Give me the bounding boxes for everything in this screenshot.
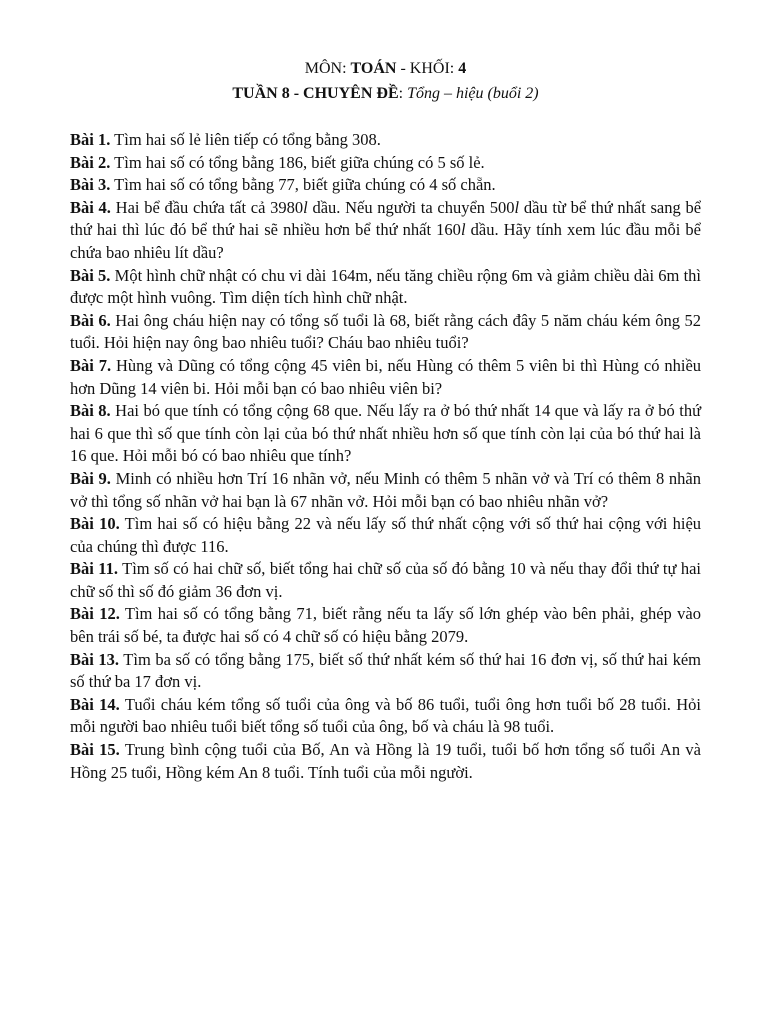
exercise-text: Tìm hai số có hiệu bằng 22 và nếu lấy số thứ nhất cộng với số thứ hai cộng với hiệu của chúng thì được 116. xyxy=(70,514,706,556)
exercise-label: Bài 9. xyxy=(70,468,111,488)
exercise-item xyxy=(70,468,706,513)
exercise-text: Tìm hai số có tổng bằng 186, biết giữa chúng có 5 số lẻ. xyxy=(114,152,485,172)
unit-symbol: l xyxy=(460,220,466,240)
exercise-label: Bài 1. xyxy=(70,130,111,149)
exercise-item xyxy=(70,310,706,355)
unit-symbol: l xyxy=(303,197,308,217)
exercise-label: Bài 15. xyxy=(70,740,120,760)
exercise-text: dầu từ bể thứ nhất sang bể thứ hai thì lúc đó bể thứ hai sẽ nhiều hơn bể thứ nhất 160 xyxy=(70,197,706,240)
subject-label: MÔN: xyxy=(304,60,351,77)
topic-separator: : xyxy=(398,85,408,102)
exercise-label: Bài 6. xyxy=(70,310,111,330)
subject-header xyxy=(70,58,701,80)
exercise-item xyxy=(70,400,706,468)
topic-label: - CHUYÊN ĐỀ xyxy=(289,85,399,102)
exercise-item xyxy=(70,355,706,400)
exercise-item xyxy=(70,694,706,739)
exercise-label: Bài 11. xyxy=(70,559,118,579)
exercise-item xyxy=(70,152,701,175)
exercise-text: dầu. Hãy tính xem lúc đầu mỗi bể chứa bao nhiêu lít dầu? xyxy=(70,220,706,262)
exercise-text: dầu. Nếu người ta chuyển 500 xyxy=(307,197,515,217)
exercise-label: Bài 5. xyxy=(70,265,111,285)
exercise-text: Hai bó que tính có tổng cộng 68 que. Nếu lấy ra ở bó thứ nhất 14 que và lấy ra ở bó thứ hai 6 que thì số que tính còn lại của bó thứ nhất nhiều hơn số que tính còn lại của bó thứ hai là 16 que. Hỏi mỗi bó có bao nhiêu que tính? xyxy=(70,401,706,466)
topic-header xyxy=(70,83,701,105)
grade-value: 4 xyxy=(458,60,467,77)
exercise-text: Tuổi cháu kém tổng số tuổi của ông và bố 86 tuổi, tuổi ông hơn tuổi bố 28 tuổi. Hỏi mỗi người bao nhiêu tuổi biết tổng số tuổi của ông, bố và cháu là 98 tuổi. xyxy=(70,694,706,737)
exercise-label: Bài 3. xyxy=(70,175,111,195)
exercise-label: Bài 4. xyxy=(70,197,111,217)
unit-symbol: l xyxy=(514,197,520,217)
exercise-list xyxy=(70,129,706,784)
exercise-item xyxy=(70,739,706,784)
exercise-item xyxy=(70,513,706,558)
exercise-item xyxy=(70,649,706,694)
exercise-text: Tìm hai số có tổng bằng 77, biết giữa chúng có 4 số chẵn. xyxy=(114,175,496,195)
exercise-text: Tìm ba số có tổng bằng 175, biết số thứ nhất kém số thứ hai 16 đơn vị, số thứ hai kém số thứ ba 17 đơn vị. xyxy=(70,649,706,692)
exercise-item xyxy=(70,265,706,310)
exercise-item xyxy=(70,129,701,152)
exercise-label: Bài 10. xyxy=(70,514,120,534)
exercise-label: Bài 2. xyxy=(70,152,111,172)
exercise-label: Bài 8. xyxy=(70,401,111,421)
exercise-text: Tìm hai số lẻ liên tiếp có tổng bằng 308. xyxy=(114,130,381,149)
exercise-text: Minh có nhiều hơn Trí 16 nhãn vở, nếu Minh có thêm 5 nhãn vở và Trí có thêm 8 nhãn vở thì tổng số nhãn vở hai bạn là 67 nhãn vở. Hỏi mỗi bạn có bao nhiêu nhãn vở? xyxy=(70,468,706,511)
exercise-text: Hai ông cháu hiện nay có tổng số tuổi là 68, biết rằng cách đây 5 năm cháu kém ông 52 tuổi. Hỏi hiện nay ông bao nhiêu tuổi? Cháu bao nhiêu tuổi? xyxy=(70,310,706,353)
exercise-label: Bài 13. xyxy=(70,649,120,669)
exercise-text: Trung bình cộng tuổi của Bố, An và Hồng là 19 tuổi, tuổi bố hơn tổng số tuổi An và Hồng 25 tuổi, Hồng kém An 8 tuổi. Tính tuổi của mỗi người. xyxy=(70,740,706,782)
exercise-text: Hai bể đầu chứa tất cả 3980 xyxy=(115,197,304,217)
document-page xyxy=(70,58,706,784)
exercise-item xyxy=(70,174,701,197)
exercise-text: Một hình chữ nhật có chu vi dài 164m, nếu tăng chiều rộng 6m và giảm chiều dài 6m thì được một hình vuông. Tìm diện tích hình chữ nhật. xyxy=(70,265,706,308)
exercise-text: Tìm hai số có tổng bằng 71, biết rằng nếu ta lấy số lớn ghép vào bên phải, ghép vào bên trái số bé, ta được hai số có 4 chữ số có hiệu bằng 2079. xyxy=(70,604,706,647)
exercise-label: Bài 7. xyxy=(70,355,112,375)
grade-label: - KHỐI: xyxy=(396,60,459,77)
subject-name: TOÁN xyxy=(350,60,397,77)
week-label: TUẦN 8 xyxy=(232,85,290,102)
exercise-label: Bài 12. xyxy=(70,604,120,624)
exercise-item xyxy=(70,603,706,648)
exercise-label: Bài 14. xyxy=(70,694,120,714)
exercise-text: Hùng và Dũng có tổng cộng 45 viên bi, nếu Hùng có thêm 5 viên bi thì Hùng có nhiều hơn Dũng 14 viên bi. Hỏi mỗi bạn có bao nhiêu viên bi? xyxy=(70,355,706,398)
exercise-item xyxy=(70,558,706,603)
exercise-text: Tìm số có hai chữ số, biết tổng hai chữ số của số đó bằng 10 và nếu thay đổi thứ tự hai chữ số thì số đó giảm 36 đơn vị. xyxy=(70,559,706,601)
topic-name: Tổng – hiệu (buổi 2) xyxy=(407,85,539,102)
exercise-item xyxy=(70,197,706,265)
